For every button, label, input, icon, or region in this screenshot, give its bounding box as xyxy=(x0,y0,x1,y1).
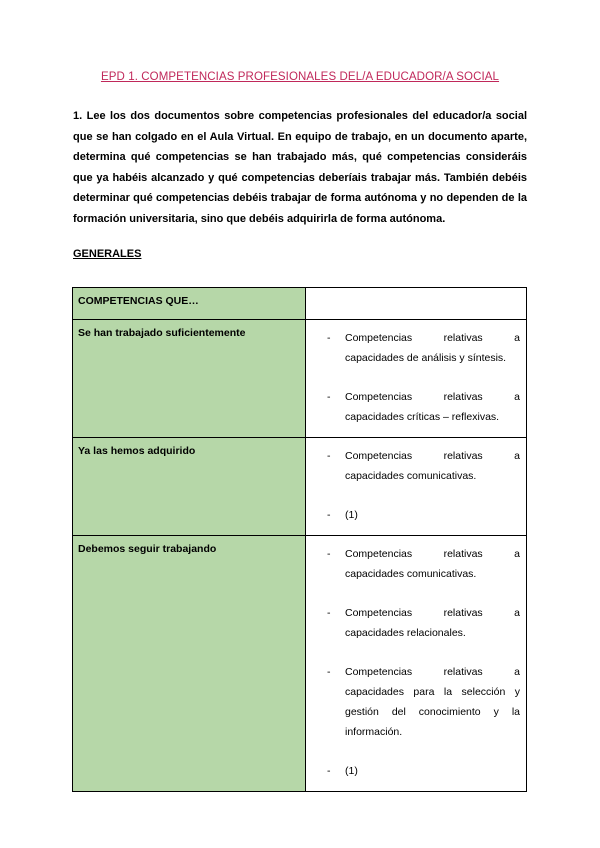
list-item-line: capacidades comunicativas. xyxy=(345,470,477,482)
list-dash: - xyxy=(327,548,331,560)
list-item-text xyxy=(345,662,520,742)
list-item-line: capacidades comunicativas. xyxy=(345,568,477,580)
list-item xyxy=(306,446,520,486)
list-item-text xyxy=(345,544,520,584)
row-label: Se han trabajado suficientemente xyxy=(73,320,306,438)
list-item xyxy=(306,603,520,643)
intro-number: 1. xyxy=(73,110,83,122)
list-item xyxy=(306,761,520,781)
list-item-line: capacidades de análisis y síntesis. xyxy=(345,352,507,364)
list-item-line: Competencias relativas a xyxy=(345,332,520,344)
row-items-cell xyxy=(306,536,527,792)
list-item-line: Competencias relativas a xyxy=(345,548,520,560)
list-dash: - xyxy=(327,607,331,619)
intro-text: Lee los dos documentos sobre competencias profesionales del educador/a social que se han colgado en el Aula Virtual. En equipo de trabajo, en un documento aparte, determina qué competencias se han trabajado más, qué competencias consideráis que ya habéis alcanzado y qué competencias deberíais trabajar más. También debéis determinar qué competencias debéis trabajar de forma autónoma y no dependen de la formación universitaria, sino que debéis adquirirla de forma autónoma. xyxy=(73,110,528,225)
list-item xyxy=(306,387,520,427)
row-items-cell xyxy=(306,320,527,438)
list-item xyxy=(306,505,520,525)
list-item-line: información. xyxy=(345,726,403,738)
row-items-cell xyxy=(306,438,527,536)
list-item-text xyxy=(345,387,520,427)
list-item-line: Competencias relativas a xyxy=(345,450,520,462)
list-dash: - xyxy=(327,332,331,344)
list-item-line: Competencias relativas a xyxy=(345,607,520,619)
list-item-note: (1) xyxy=(345,765,358,777)
table-header-empty-cell xyxy=(306,288,527,320)
row-label: Debemos seguir trabajando xyxy=(73,536,306,792)
list-item-line: gestión del conocimiento y la xyxy=(345,706,520,718)
intro-paragraph xyxy=(73,106,527,230)
row-label: Ya las hemos adquirido xyxy=(73,438,306,536)
competencias-table xyxy=(72,287,527,792)
table-header-cell: COMPETENCIAS QUE… xyxy=(73,288,306,320)
list-item-text xyxy=(345,603,520,643)
list-item-line: capacidades para la selección y xyxy=(345,686,520,698)
list-item xyxy=(306,544,520,584)
table-row xyxy=(73,438,527,536)
list-dash: - xyxy=(327,765,331,777)
list-item xyxy=(306,328,520,368)
list-item xyxy=(306,662,520,742)
list-item-note: (1) xyxy=(345,509,358,521)
list-item-line: Competencias relativas a xyxy=(345,391,520,403)
document-title: EPD 1. COMPETENCIAS PROFESIONALES DEL/A EDUCADOR/A SOCIAL xyxy=(100,71,500,83)
section-heading: GENERALES xyxy=(73,248,142,260)
table-row xyxy=(73,536,527,792)
list-dash: - xyxy=(327,509,331,521)
table-header-row xyxy=(73,288,527,320)
list-item-text xyxy=(345,446,520,486)
list-item-line: Competencias relativas a xyxy=(345,666,520,678)
table-row xyxy=(73,320,527,438)
list-dash: - xyxy=(327,666,331,678)
list-item-line: capacidades relacionales. xyxy=(345,627,466,639)
list-dash: - xyxy=(327,450,331,462)
list-item-text xyxy=(345,328,520,368)
list-dash: - xyxy=(327,391,331,403)
list-item-line: capacidades críticas – reflexivas. xyxy=(345,411,500,423)
